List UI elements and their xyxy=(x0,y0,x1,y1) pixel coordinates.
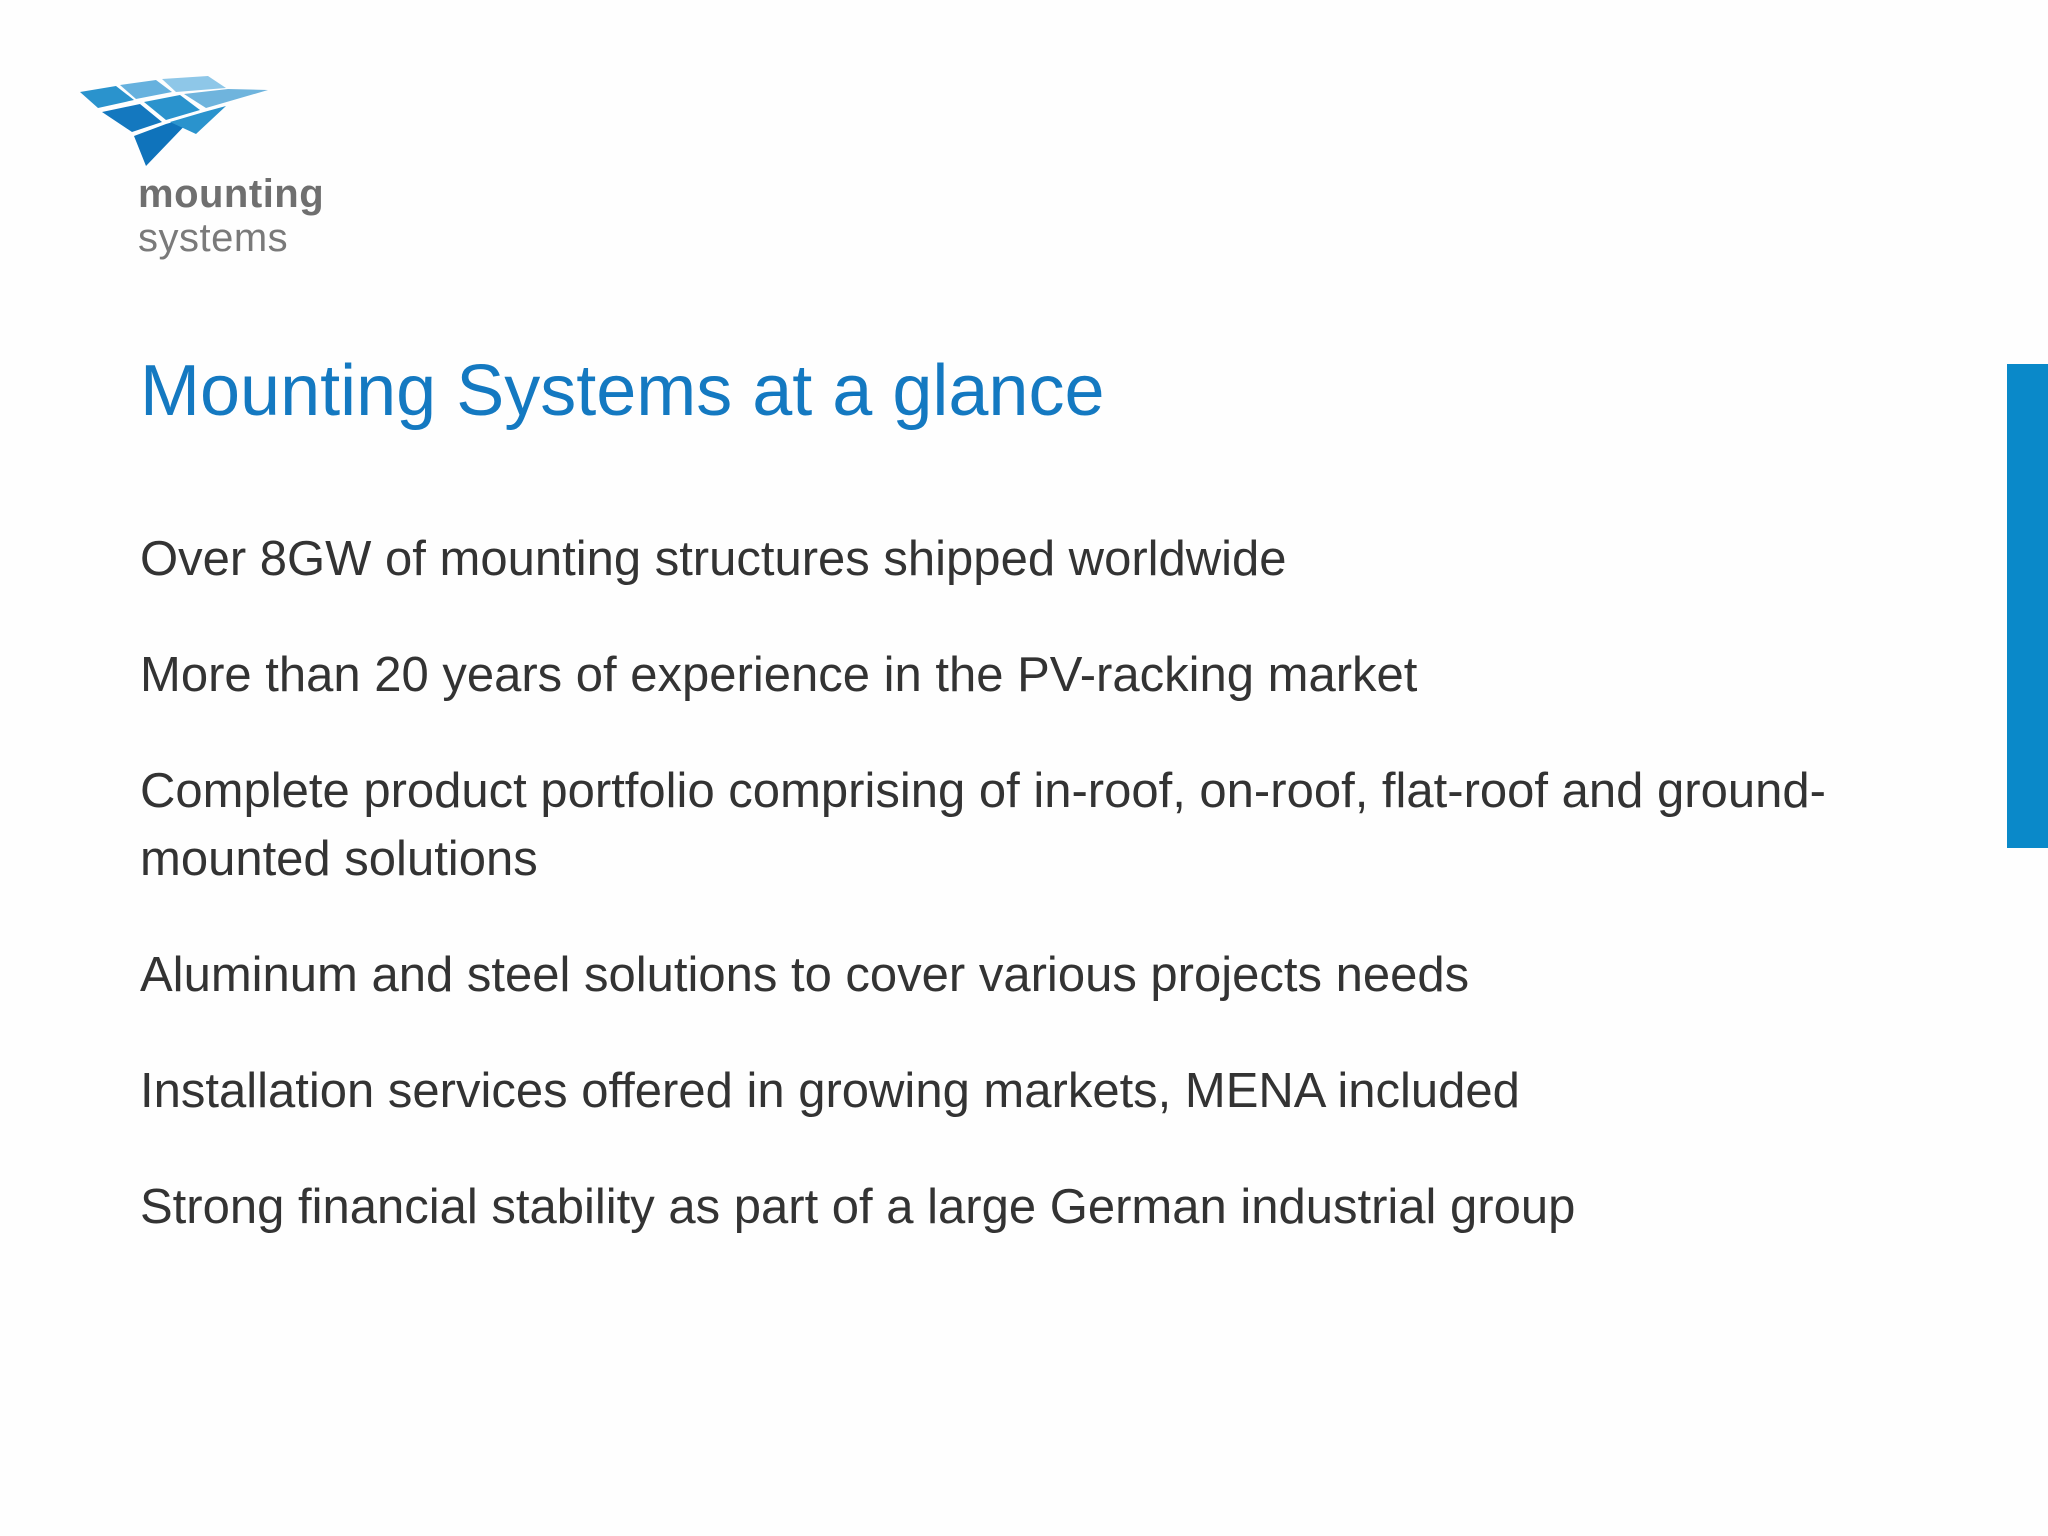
solar-panel-logo-icon xyxy=(76,76,276,172)
accent-bar xyxy=(2007,364,2048,848)
bullet-item: Over 8GW of mounting structures shipped worldwide xyxy=(140,532,1287,586)
bullet-item: Complete product portfolio comprising of in-roof, on-roof, flat-roof and ground-mounted solutions xyxy=(140,764,1826,886)
company-logo xyxy=(76,76,376,276)
bullet-item: Aluminum and steel solutions to cover various projects needs xyxy=(140,948,1470,1002)
slide-title: Mounting Systems at a glance xyxy=(140,351,1105,431)
logo-wordmark-systems: systems xyxy=(138,216,289,260)
logo-wordmark-mounting: mounting xyxy=(138,172,325,216)
bullet-item: More than 20 years of experience in the PV-racking market xyxy=(140,648,1418,702)
bullet-item: Strong financial stability as part of a large German industrial group xyxy=(140,1180,1576,1234)
bullet-item: Installation services offered in growing markets, MENA included xyxy=(140,1064,1520,1118)
bullet-list xyxy=(140,525,1940,1289)
